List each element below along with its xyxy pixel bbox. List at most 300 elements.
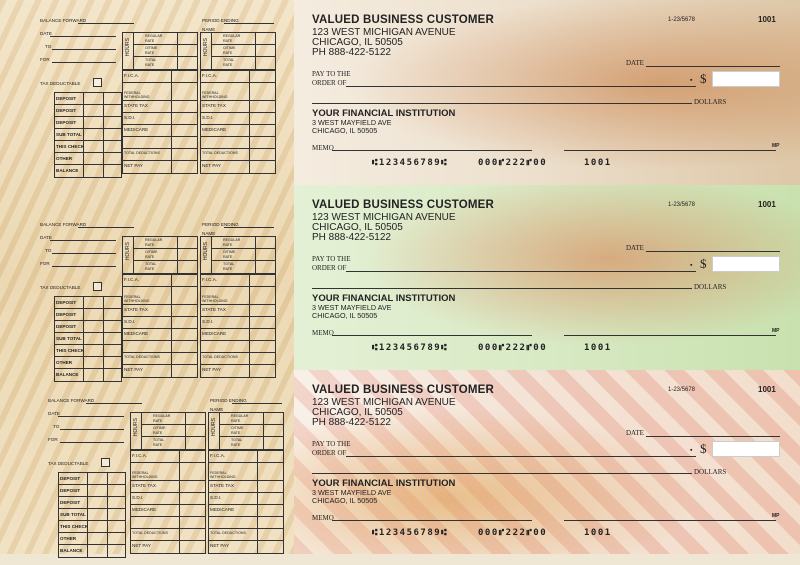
date-label: DATE <box>48 411 60 416</box>
payee-line[interactable] <box>346 456 696 457</box>
name-label: NAME <box>202 231 216 236</box>
o-time-label: O/TIME <box>223 46 236 50</box>
payee-line[interactable] <box>346 271 696 272</box>
state-tax-label: STATE TAX <box>202 307 226 312</box>
micr-check-number: 1001 <box>584 343 612 353</box>
grid-divider <box>141 424 205 425</box>
grid-divider <box>219 413 220 449</box>
grid-divider <box>209 492 283 493</box>
fica-label: F.I.C.A. <box>210 453 226 458</box>
period-ending-line[interactable] <box>232 403 282 404</box>
ledger-row-divider <box>59 508 125 509</box>
ledger-row-divider <box>55 104 121 105</box>
state-tax-label: STATE TAX <box>124 307 148 312</box>
grid-divider <box>131 540 205 541</box>
grid-divider <box>249 275 250 377</box>
grid-divider <box>123 136 197 137</box>
ledger-label-sub-total: SUB TOTAL <box>56 132 82 137</box>
period-ending-line[interactable] <box>224 227 274 228</box>
rate-label: RATE <box>231 431 241 435</box>
grid-divider <box>133 260 197 261</box>
rate-label: RATE <box>231 419 241 423</box>
grid-divider <box>179 451 180 553</box>
ledger-label-deposit: DEPOSIT <box>56 120 77 125</box>
federal-withholding-label: FEDERAL WITHHOLDING <box>124 295 150 303</box>
to-line[interactable] <box>52 49 116 50</box>
grid-divider <box>209 528 283 529</box>
sdi-label: S.D.I. <box>132 495 144 500</box>
fica-label: F.I.C.A. <box>132 453 148 458</box>
amount-words-line[interactable] <box>312 103 692 104</box>
customer-phone: PH 888-422-5122 <box>312 417 391 428</box>
customer-address-line2: CHICAGO, IL 50505 <box>312 407 403 418</box>
ledger-row-divider <box>55 356 121 357</box>
grid-divider <box>131 516 205 517</box>
sdi-label: S.D.I. <box>124 319 136 324</box>
rate-label: RATE <box>145 63 155 67</box>
customer-name: VALUED BUSINESS CUSTOMER <box>312 384 495 396</box>
payee-line-end-mark: ▪ <box>690 447 693 454</box>
total-label: TOTAL <box>231 438 243 442</box>
check-stub-1 <box>0 0 294 185</box>
micr-check-number: 1001 <box>584 528 612 538</box>
to-label: TO <box>45 248 52 253</box>
ledger-label-balance: BALANCE <box>56 168 79 173</box>
grid-divider <box>209 462 283 463</box>
federal-withholding-label: FEDERAL WITHHOLDING <box>202 295 228 303</box>
grid-divider <box>201 148 275 149</box>
ledger-row-divider <box>59 520 125 521</box>
fica-label: F.I.C.A. <box>202 73 218 78</box>
hours-label: HOURS <box>203 38 209 57</box>
grid-divider <box>211 44 275 45</box>
grid-divider <box>133 33 134 69</box>
date-line[interactable] <box>50 36 116 37</box>
pay-to-label: PAY TO THE <box>312 255 351 263</box>
memo-line[interactable] <box>332 150 532 151</box>
total-label: TOTAL <box>223 262 235 266</box>
for-label: FOR <box>40 261 50 266</box>
memo-line[interactable] <box>332 335 532 336</box>
signature-line[interactable] <box>564 150 776 151</box>
customer-address-line2: CHICAGO, IL 50505 <box>312 222 403 233</box>
grid-divider <box>131 492 205 493</box>
sdi-label: S.D.I. <box>202 319 214 324</box>
state-tax-label: STATE TAX <box>202 103 226 108</box>
memo-label: MEMO <box>312 144 334 152</box>
for-label: FOR <box>40 57 50 62</box>
micr-account-number: 000⑈222⑈00 <box>478 343 548 353</box>
date-line[interactable] <box>646 436 780 437</box>
state-tax-label: STATE TAX <box>132 483 156 488</box>
bank-address-line1: 3 WEST MAYFIELD AVE <box>312 118 392 127</box>
bank-address-line1: 3 WEST MAYFIELD AVE <box>312 303 392 312</box>
dollars-label: DOLLARS <box>694 283 727 291</box>
hours-label: HOURS <box>125 242 131 261</box>
total-deductions-label: TOTAL DEDUCTIONS <box>132 531 168 535</box>
ledger-row-divider <box>55 344 121 345</box>
for-line[interactable] <box>60 442 124 443</box>
rate-label: RATE <box>153 431 163 435</box>
balance-forward-label: BALANCE FORWARD <box>48 398 95 403</box>
micr-routing-number: ⑆123456789⑆ <box>372 528 449 538</box>
rate-label: RATE <box>223 63 233 67</box>
date-line[interactable] <box>50 240 116 241</box>
regular-label: REGULAR <box>231 414 249 418</box>
check-number: 1001 <box>758 385 776 394</box>
grid-divider <box>219 424 283 425</box>
ledger-label-this-check: THIS CHECK <box>56 144 85 149</box>
check-3 <box>294 370 800 554</box>
grid-divider <box>211 260 275 261</box>
grid-divider <box>123 100 197 101</box>
routing-fraction: 1-23/5678 <box>668 387 696 393</box>
o-time-label: O/TIME <box>231 426 244 430</box>
grid-divider <box>201 352 275 353</box>
total-deductions-label: TOTAL DEDUCTIONS <box>202 355 238 359</box>
grid-divider <box>177 237 178 273</box>
period-ending-label: PERIOD ENDING <box>202 18 239 23</box>
ledger-row-divider <box>55 368 121 369</box>
memo-line[interactable] <box>332 520 532 521</box>
ledger-col-divider <box>83 93 84 177</box>
rate-label: RATE <box>223 51 233 55</box>
check-number: 1001 <box>758 200 776 209</box>
ledger-label-balance: BALANCE <box>56 372 79 377</box>
federal-withholding-label: FEDERAL WITHHOLDING <box>202 91 228 99</box>
o-time-label: O/TIME <box>145 46 158 50</box>
date-label: DATE <box>40 235 52 240</box>
sdi-label: S.D.I. <box>210 495 222 500</box>
medicare-label: MEDICARE <box>132 507 157 512</box>
grid-divider <box>209 540 283 541</box>
customer-phone: PH 888-422-5122 <box>312 47 391 58</box>
grid-divider <box>171 71 172 173</box>
federal-withholding-label: FEDERAL WITHHOLDING <box>210 471 236 479</box>
rate-label: RATE <box>223 267 233 271</box>
rate-label: RATE <box>153 419 163 423</box>
period-ending-label: PERIOD ENDING <box>202 222 239 227</box>
ledger-col-divider <box>83 297 84 381</box>
grid-divider <box>255 237 256 273</box>
rate-label: RATE <box>145 267 155 271</box>
bank-address-line2: CHICAGO, IL 50505 <box>312 311 378 320</box>
tax-deductable-label: TAX DEDUCTABLE <box>48 461 89 466</box>
micr-account-number: 000⑈222⑈00 <box>478 158 548 168</box>
regular-label: REGULAR <box>153 414 171 418</box>
dollar-sign: $ <box>700 256 707 271</box>
payee-line-end-mark: ▪ <box>690 262 693 269</box>
check-2 <box>294 185 800 370</box>
ledger-label-deposit: DEPOSIT <box>56 108 77 113</box>
o-time-label: O/TIME <box>153 426 166 430</box>
ledger-label-deposit: DEPOSIT <box>56 300 77 305</box>
grid-divider <box>123 82 197 83</box>
check-1 <box>294 0 800 185</box>
grid-divider <box>201 112 275 113</box>
grid-divider <box>211 33 212 69</box>
bank-name: YOUR FINANCIAL INSTITUTION <box>312 293 456 304</box>
dollars-label: DOLLARS <box>694 468 727 476</box>
mp-security-label: MP <box>772 328 780 334</box>
grid-divider <box>133 44 197 45</box>
total-deductions-label: TOTAL DEDUCTIONS <box>202 151 238 155</box>
rate-label: RATE <box>145 51 155 55</box>
date-label: DATE <box>626 429 644 437</box>
amount-box[interactable] <box>712 71 780 87</box>
date-line[interactable] <box>58 416 124 417</box>
rate-label: RATE <box>223 255 233 259</box>
grid-divider <box>201 124 275 125</box>
ledger-row-divider <box>59 544 125 545</box>
check-stub-3 <box>0 380 294 565</box>
grid-divider <box>209 504 283 505</box>
order-of-label: ORDER OF <box>312 79 347 87</box>
ledger-row-divider <box>55 128 121 129</box>
net-pay-label: NET PAY <box>124 163 143 168</box>
medicare-label: MEDICARE <box>202 331 227 336</box>
grid-divider <box>201 160 275 161</box>
grid-divider <box>219 436 283 437</box>
ledger-row-divider <box>55 152 121 153</box>
date-label: DATE <box>40 31 52 36</box>
deductions-grid-right <box>200 274 276 378</box>
hours-label: HOURS <box>133 418 139 437</box>
grid-divider <box>123 328 197 329</box>
grid-divider <box>201 136 275 137</box>
ledger-label-this-check: THIS CHECK <box>56 348 85 353</box>
mp-security-label: MP <box>772 143 780 149</box>
rate-label: RATE <box>231 443 241 447</box>
tax-deductable-checkbox[interactable] <box>93 282 102 291</box>
dollar-sign: $ <box>700 71 707 86</box>
sdi-label: S.D.I. <box>202 115 214 120</box>
customer-address-line1: 123 WEST MICHIGAN AVENUE <box>312 212 456 223</box>
bank-name: YOUR FINANCIAL INSTITUTION <box>312 478 456 489</box>
medicare-label: MEDICARE <box>124 331 149 336</box>
grid-divider <box>201 364 275 365</box>
hours-label: HOURS <box>211 418 217 437</box>
ledger-label-deposit: DEPOSIT <box>60 500 81 505</box>
grid-divider <box>141 413 142 449</box>
grid-divider <box>131 504 205 505</box>
micr-routing-number: ⑆123456789⑆ <box>372 343 449 353</box>
rate-label: RATE <box>223 243 233 247</box>
rate-label: RATE <box>153 443 163 447</box>
fica-label: F.I.C.A. <box>124 277 140 282</box>
date-line[interactable] <box>646 251 780 252</box>
routing-fraction: 1-23/5678 <box>668 17 696 23</box>
fica-label: F.I.C.A. <box>202 277 218 282</box>
net-pay-label: NET PAY <box>210 543 229 548</box>
pay-to-label: PAY TO THE <box>312 440 351 448</box>
grid-divider <box>123 352 197 353</box>
state-tax-label: STATE TAX <box>210 483 234 488</box>
total-label: TOTAL <box>223 58 235 62</box>
amount-words-line[interactable] <box>312 288 692 289</box>
ledger-row-divider <box>59 496 125 497</box>
balance-forward-line[interactable] <box>86 403 142 404</box>
customer-address-line2: CHICAGO, IL 50505 <box>312 37 403 48</box>
grid-divider <box>123 286 197 287</box>
dollar-sign: $ <box>700 441 707 456</box>
deductions-grid-right <box>200 70 276 174</box>
balance-forward-line[interactable] <box>78 23 134 24</box>
grid-divider <box>201 82 275 83</box>
for-line[interactable] <box>52 266 116 267</box>
grid-divider <box>209 480 283 481</box>
routing-fraction: 1-23/5678 <box>668 202 696 208</box>
payee-line-end-mark: ▪ <box>690 77 693 84</box>
order-of-label: ORDER OF <box>312 449 347 457</box>
dollars-label: DOLLARS <box>694 98 727 106</box>
medicare-label: MEDICARE <box>202 127 227 132</box>
grid-divider <box>263 413 264 449</box>
ledger-row-divider <box>55 332 121 333</box>
memo-label: MEMO <box>312 514 334 522</box>
total-deductions-label: TOTAL DEDUCTIONS <box>210 531 246 535</box>
grid-divider <box>201 340 275 341</box>
net-pay-label: NET PAY <box>202 367 221 372</box>
checks-column <box>294 0 800 554</box>
sdi-label: S.D.I. <box>124 115 136 120</box>
o-time-label: O/TIME <box>223 250 236 254</box>
grid-divider <box>131 480 205 481</box>
balance-forward-label: BALANCE FORWARD <box>40 18 87 23</box>
pay-to-label: PAY TO THE <box>312 70 351 78</box>
ledger-row-divider <box>55 116 121 117</box>
grid-divider <box>257 451 258 553</box>
grid-divider <box>131 462 205 463</box>
ledger-col-divider <box>103 297 104 381</box>
to-line[interactable] <box>52 253 116 254</box>
tax-deductable-checkbox[interactable] <box>101 458 110 467</box>
ledger-label-deposit: DEPOSIT <box>60 488 81 493</box>
memo-label: MEMO <box>312 329 334 337</box>
deductions-grid-left <box>130 450 206 554</box>
period-ending-line[interactable] <box>224 23 274 24</box>
grid-divider <box>249 71 250 173</box>
order-of-label: ORDER OF <box>312 264 347 272</box>
total-label: TOTAL <box>145 262 157 266</box>
net-pay-label: NET PAY <box>202 163 221 168</box>
total-deductions-label: TOTAL DEDUCTIONS <box>124 151 160 155</box>
grid-divider <box>133 56 197 57</box>
ledger-label-deposit: DEPOSIT <box>56 96 77 101</box>
grid-divider <box>171 275 172 377</box>
medicare-label: MEDICARE <box>210 507 235 512</box>
deductions-grid-right <box>208 450 284 554</box>
bank-address-line2: CHICAGO, IL 50505 <box>312 126 378 135</box>
grid-divider <box>185 413 186 449</box>
signature-line[interactable] <box>564 335 776 336</box>
grid-divider <box>123 364 197 365</box>
micr-account-number: 000⑈222⑈00 <box>478 528 548 538</box>
grid-divider <box>211 56 275 57</box>
ledger-row-divider <box>55 164 121 165</box>
ledger-label-other: OTHER <box>56 156 73 161</box>
hours-label: HOURS <box>125 38 131 57</box>
rate-label: RATE <box>145 243 155 247</box>
check-stubs-column <box>0 0 294 554</box>
deductions-grid-left <box>122 274 198 378</box>
net-pay-label: NET PAY <box>132 543 151 548</box>
grid-divider <box>255 33 256 69</box>
tax-deductable-label: TAX DEDUCTABLE <box>40 81 81 86</box>
bank-name: YOUR FINANCIAL INSTITUTION <box>312 108 456 119</box>
grid-divider <box>123 304 197 305</box>
ledger-col-divider <box>107 473 108 557</box>
ledger-label-sub-total: SUB TOTAL <box>60 512 86 517</box>
fica-label: F.I.C.A. <box>124 73 140 78</box>
date-label: DATE <box>626 59 644 67</box>
amount-box[interactable] <box>712 441 780 457</box>
to-label: TO <box>53 424 60 429</box>
date-label: DATE <box>626 244 644 252</box>
grid-divider <box>201 304 275 305</box>
ledger-label-other: OTHER <box>56 360 73 365</box>
total-label: TOTAL <box>145 58 157 62</box>
amount-words-line[interactable] <box>312 473 692 474</box>
ledger-col-divider <box>87 473 88 557</box>
signature-line[interactable] <box>564 520 776 521</box>
medicare-label: MEDICARE <box>124 127 149 132</box>
grid-divider <box>123 148 197 149</box>
to-label: TO <box>45 44 52 49</box>
name-label: NAME <box>202 27 216 32</box>
ledger-row-divider <box>59 484 125 485</box>
micr-routing-number: ⑆123456789⑆ <box>372 158 449 168</box>
grid-divider <box>201 316 275 317</box>
grid-divider <box>131 528 205 529</box>
grid-divider <box>201 100 275 101</box>
grid-divider <box>123 124 197 125</box>
payee-line[interactable] <box>346 86 696 87</box>
balance-forward-line[interactable] <box>78 227 134 228</box>
o-time-label: O/TIME <box>145 250 158 254</box>
grid-divider <box>123 112 197 113</box>
amount-box[interactable] <box>712 256 780 272</box>
grid-divider <box>211 248 275 249</box>
ledger-label-deposit: DEPOSIT <box>56 312 77 317</box>
tax-deductable-checkbox[interactable] <box>93 78 102 87</box>
rate-label: RATE <box>145 39 155 43</box>
regular-label: REGULAR <box>223 34 241 38</box>
ledger-label-this-check: THIS CHECK <box>60 524 89 529</box>
customer-name: VALUED BUSINESS CUSTOMER <box>312 199 495 211</box>
for-line[interactable] <box>52 62 116 63</box>
regular-label: REGULAR <box>145 238 163 242</box>
mp-security-label: MP <box>772 513 780 519</box>
ledger-row-divider <box>55 308 121 309</box>
tax-deductable-label: TAX DEDUCTABLE <box>40 285 81 290</box>
grid-divider <box>201 328 275 329</box>
ledger-label-sub-total: SUB TOTAL <box>56 336 82 341</box>
ledger-label-deposit: DEPOSIT <box>60 476 81 481</box>
period-ending-label: PERIOD ENDING <box>210 398 247 403</box>
ledger-label-deposit: DEPOSIT <box>56 324 77 329</box>
grid-divider <box>201 286 275 287</box>
hours-label: HOURS <box>203 242 209 261</box>
grid-divider <box>141 436 205 437</box>
total-deductions-label: TOTAL DEDUCTIONS <box>124 355 160 359</box>
federal-withholding-label: FEDERAL WITHHOLDING <box>132 471 158 479</box>
name-label: NAME <box>210 407 224 412</box>
balance-forward-label: BALANCE FORWARD <box>40 222 87 227</box>
to-line[interactable] <box>60 429 124 430</box>
total-label: TOTAL <box>153 438 165 442</box>
date-line[interactable] <box>646 66 780 67</box>
